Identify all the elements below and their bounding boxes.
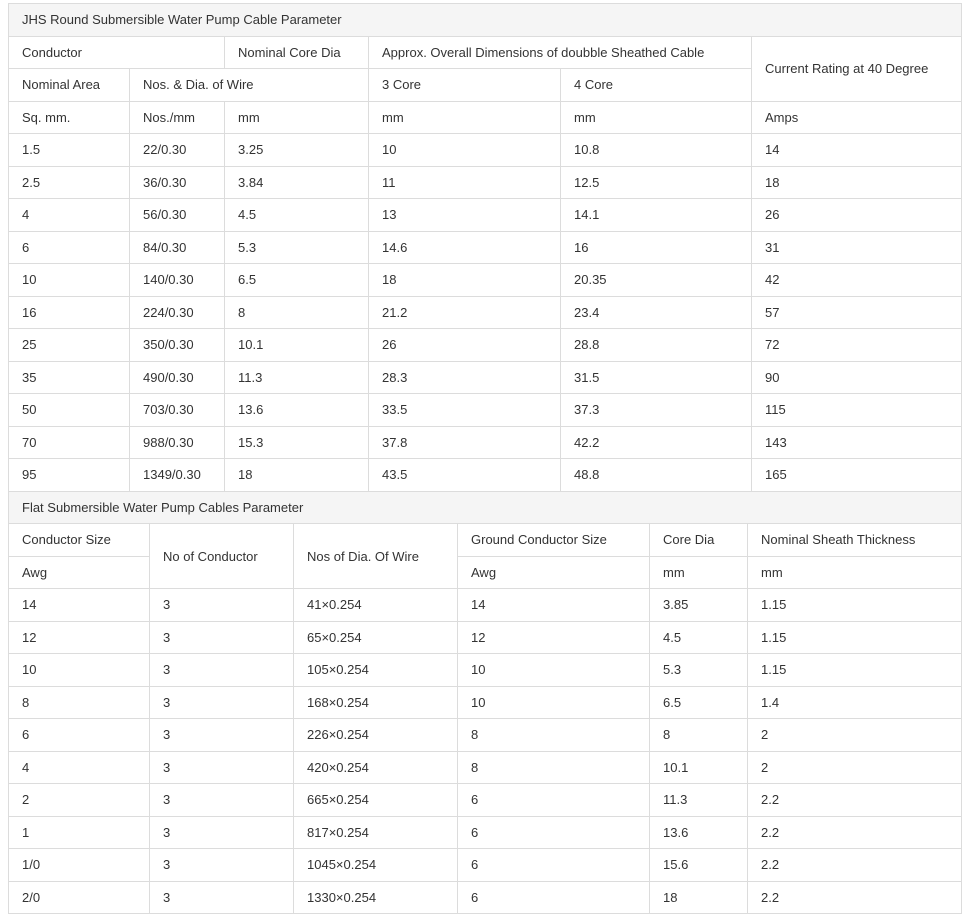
table-cell: 3 (150, 751, 294, 784)
table-cell: 1330×0.254 (294, 881, 458, 914)
table-cell: 1.15 (748, 654, 962, 687)
header-nominal-core-dia: Nominal Core Dia (225, 36, 369, 69)
table-cell: 2 (748, 751, 962, 784)
unit-cell: mm (225, 101, 369, 134)
table-cell: 140/0.30 (130, 264, 225, 297)
table-cell: 8 (458, 719, 650, 752)
table-cell: 4.5 (225, 199, 369, 232)
header-nominal-area: Nominal Area (9, 69, 130, 102)
table-cell: 4.5 (650, 621, 748, 654)
table-cell: 1 (9, 816, 150, 849)
table-cell: 15.6 (650, 849, 748, 882)
table-cell: 26 (752, 199, 962, 232)
round-table-body (9, 134, 962, 492)
table-cell: 6 (458, 849, 650, 882)
table-cell: 3.84 (225, 166, 369, 199)
unit-cell: Sq. mm. (9, 101, 130, 134)
spec-tables (8, 3, 961, 914)
header-approx-dimensions: Approx. Overall Dimensions of doubble Sheathed Cable (369, 36, 752, 69)
table-cell: 56/0.30 (130, 199, 225, 232)
table-cell: 2.2 (748, 849, 962, 882)
table-cell: 3.85 (650, 589, 748, 622)
table-cell: 2/0 (9, 881, 150, 914)
table-cell: 6.5 (225, 264, 369, 297)
header-current-rating: Current Rating at 40 Degree (752, 36, 962, 101)
table-cell: 14 (458, 589, 650, 622)
table-row (9, 361, 962, 394)
table-cell: 3.25 (225, 134, 369, 167)
table-row (9, 394, 962, 427)
table-cell: 6 (9, 231, 130, 264)
table-cell: 13.6 (225, 394, 369, 427)
table-cell: 10.1 (225, 329, 369, 362)
table-cell: 115 (752, 394, 962, 427)
table-cell: 3 (150, 784, 294, 817)
table-cell: 28.8 (561, 329, 752, 362)
table-cell: 8 (9, 686, 150, 719)
table-row (9, 459, 962, 492)
table-cell: 3 (150, 686, 294, 719)
table-cell: 3 (150, 849, 294, 882)
flat-table-title-row (9, 491, 962, 524)
header-ground-conductor-size: Ground Conductor Size (458, 524, 650, 557)
table-cell: 33.5 (369, 394, 561, 427)
header-core-mm: mm (650, 556, 748, 589)
table-cell: 15.3 (225, 426, 369, 459)
table-row (9, 784, 962, 817)
table-cell: 42 (752, 264, 962, 297)
table-row (9, 849, 962, 882)
table-cell: 8 (650, 719, 748, 752)
round-header-row-1 (9, 36, 962, 69)
header-sheath-thickness: Nominal Sheath Thickness (748, 524, 962, 557)
table-cell: 43.5 (369, 459, 561, 492)
table-cell: 1.15 (748, 621, 962, 654)
table-cell: 13.6 (650, 816, 748, 849)
table-row (9, 621, 962, 654)
table-cell: 10 (369, 134, 561, 167)
round-table-title: JHS Round Submersible Water Pump Cable Parameter (9, 4, 962, 37)
table-cell: 31 (752, 231, 962, 264)
unit-cell: mm (561, 101, 752, 134)
table-cell: 70 (9, 426, 130, 459)
table-cell: 57 (752, 296, 962, 329)
round-units-row (9, 101, 962, 134)
flat-table-title: Flat Submersible Water Pump Cables Parameter (9, 491, 962, 524)
table-row (9, 881, 962, 914)
table-cell: 420×0.254 (294, 751, 458, 784)
table-cell: 8 (458, 751, 650, 784)
table-cell: 6.5 (650, 686, 748, 719)
table-cell: 4 (9, 751, 150, 784)
table-cell: 10 (9, 264, 130, 297)
table-row (9, 166, 962, 199)
table-cell: 6 (9, 719, 150, 752)
table-cell: 10.1 (650, 751, 748, 784)
table-cell: 18 (369, 264, 561, 297)
table-row (9, 426, 962, 459)
round-cable-table (8, 3, 962, 492)
flat-cable-table (8, 491, 962, 915)
table-cell: 6 (458, 881, 650, 914)
table-cell: 10 (458, 654, 650, 687)
table-cell: 12.5 (561, 166, 752, 199)
header-nos-dia-of-wire: Nos of Dia. Of Wire (294, 524, 458, 589)
table-cell: 3 (150, 621, 294, 654)
table-cell: 28.3 (369, 361, 561, 394)
table-row (9, 264, 962, 297)
table-cell: 490/0.30 (130, 361, 225, 394)
table-cell: 4 (9, 199, 130, 232)
table-row (9, 719, 962, 752)
table-cell: 3 (150, 816, 294, 849)
table-cell: 1.5 (9, 134, 130, 167)
table-cell: 1.4 (748, 686, 962, 719)
table-cell: 72 (752, 329, 962, 362)
table-cell: 21.2 (369, 296, 561, 329)
header-nos-dia-wire: Nos. & Dia. of Wire (130, 69, 369, 102)
table-cell: 5.3 (650, 654, 748, 687)
table-cell: 37.3 (561, 394, 752, 427)
table-cell: 1045×0.254 (294, 849, 458, 882)
table-cell: 3 (150, 654, 294, 687)
table-row (9, 134, 962, 167)
table-row (9, 329, 962, 362)
table-row (9, 589, 962, 622)
table-cell: 1349/0.30 (130, 459, 225, 492)
table-cell: 1/0 (9, 849, 150, 882)
table-cell: 2 (748, 719, 962, 752)
table-cell: 16 (9, 296, 130, 329)
table-cell: 226×0.254 (294, 719, 458, 752)
table-cell: 988/0.30 (130, 426, 225, 459)
table-cell: 95 (9, 459, 130, 492)
table-cell: 65×0.254 (294, 621, 458, 654)
table-cell: 2.2 (748, 881, 962, 914)
table-cell: 5.3 (225, 231, 369, 264)
table-cell: 25 (9, 329, 130, 362)
table-cell: 3 (150, 589, 294, 622)
flat-header-row-1 (9, 524, 962, 557)
table-cell: 42.2 (561, 426, 752, 459)
header-conductor-size: Conductor Size (9, 524, 150, 557)
table-row (9, 654, 962, 687)
header-3-core: 3 Core (369, 69, 561, 102)
table-cell: 10 (9, 654, 150, 687)
table-cell: 2.5 (9, 166, 130, 199)
table-cell: 224/0.30 (130, 296, 225, 329)
table-row (9, 686, 962, 719)
table-row (9, 296, 962, 329)
table-cell: 8 (225, 296, 369, 329)
table-cell: 90 (752, 361, 962, 394)
table-cell: 6 (458, 784, 650, 817)
table-cell: 350/0.30 (130, 329, 225, 362)
table-cell: 18 (650, 881, 748, 914)
table-cell: 14 (752, 134, 962, 167)
table-cell: 41×0.254 (294, 589, 458, 622)
table-cell: 10 (458, 686, 650, 719)
table-cell: 143 (752, 426, 962, 459)
table-cell: 11.3 (225, 361, 369, 394)
table-row (9, 751, 962, 784)
table-row (9, 231, 962, 264)
table-cell: 18 (752, 166, 962, 199)
table-cell: 105×0.254 (294, 654, 458, 687)
table-cell: 50 (9, 394, 130, 427)
table-cell: 20.35 (561, 264, 752, 297)
table-cell: 11.3 (650, 784, 748, 817)
table-cell: 665×0.254 (294, 784, 458, 817)
table-cell: 26 (369, 329, 561, 362)
table-cell: 12 (458, 621, 650, 654)
table-cell: 35 (9, 361, 130, 394)
table-cell: 165 (752, 459, 962, 492)
round-table-title-row (9, 4, 962, 37)
table-cell: 3 (150, 881, 294, 914)
table-cell: 13 (369, 199, 561, 232)
table-cell: 2.2 (748, 784, 962, 817)
table-cell: 84/0.30 (130, 231, 225, 264)
table-cell: 37.8 (369, 426, 561, 459)
table-row (9, 199, 962, 232)
unit-cell: Nos./mm (130, 101, 225, 134)
table-cell: 18 (225, 459, 369, 492)
header-4-core: 4 Core (561, 69, 752, 102)
table-cell: 14 (9, 589, 150, 622)
unit-cell: Amps (752, 101, 962, 134)
table-cell: 36/0.30 (130, 166, 225, 199)
table-cell: 168×0.254 (294, 686, 458, 719)
table-cell: 14.6 (369, 231, 561, 264)
table-cell: 11 (369, 166, 561, 199)
table-cell: 2.2 (748, 816, 962, 849)
table-cell: 22/0.30 (130, 134, 225, 167)
table-cell: 16 (561, 231, 752, 264)
table-cell: 1.15 (748, 589, 962, 622)
header-sheath-mm: mm (748, 556, 962, 589)
table-cell: 31.5 (561, 361, 752, 394)
table-cell: 48.8 (561, 459, 752, 492)
table-cell: 6 (458, 816, 650, 849)
header-awg: Awg (9, 556, 150, 589)
header-core-dia: Core Dia (650, 524, 748, 557)
table-cell: 2 (9, 784, 150, 817)
table-cell: 12 (9, 621, 150, 654)
flat-table-body (9, 589, 962, 914)
table-cell: 14.1 (561, 199, 752, 232)
unit-cell: mm (369, 101, 561, 134)
table-cell: 10.8 (561, 134, 752, 167)
table-cell: 703/0.30 (130, 394, 225, 427)
table-cell: 3 (150, 719, 294, 752)
header-conductor: Conductor (9, 36, 225, 69)
table-cell: 817×0.254 (294, 816, 458, 849)
table-cell: 23.4 (561, 296, 752, 329)
header-ground-awg: Awg (458, 556, 650, 589)
table-row (9, 816, 962, 849)
header-no-of-conductor: No of Conductor (150, 524, 294, 589)
